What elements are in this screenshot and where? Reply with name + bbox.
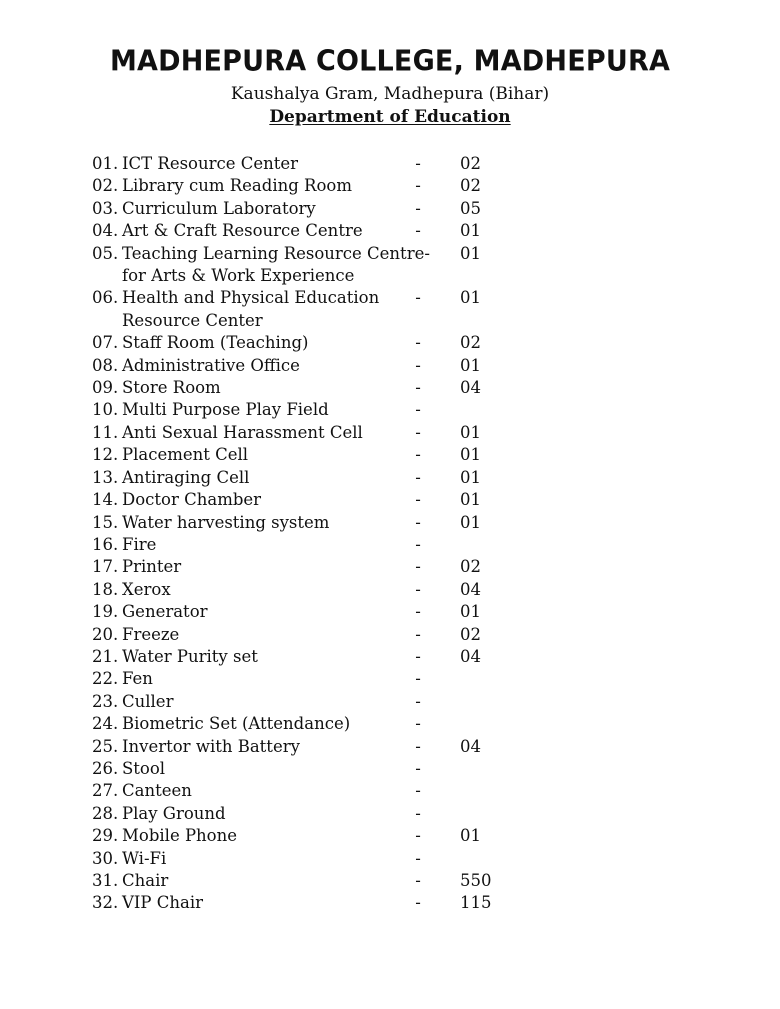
list-item — [92, 512, 692, 534]
list-item — [92, 467, 692, 489]
item-separator: - — [415, 669, 421, 689]
list-item — [92, 624, 692, 646]
item-number: 20. — [92, 624, 119, 644]
item-label-line: Fire — [122, 534, 157, 554]
item-number: 32. — [92, 893, 119, 913]
item-separator: - — [415, 445, 421, 465]
item-separator: - — [415, 557, 421, 577]
item-number: 13. — [92, 467, 119, 487]
item-label — [122, 870, 422, 892]
list-item — [92, 556, 692, 578]
item-quantity: 115 — [460, 893, 492, 913]
item-number: 15. — [92, 512, 119, 532]
item-label-line: Play Ground — [122, 803, 226, 823]
list-item — [92, 332, 692, 354]
item-separator: - — [415, 803, 421, 823]
item-number: 07. — [92, 333, 119, 353]
list-item — [92, 579, 692, 601]
item-label — [122, 243, 430, 288]
item-number: 11. — [92, 422, 119, 442]
item-number: 30. — [92, 848, 119, 868]
item-number: 02. — [92, 176, 119, 196]
item-label-line: Culler — [122, 691, 174, 711]
list-item — [92, 220, 692, 242]
item-label-line: Staff Room (Teaching) — [122, 333, 309, 353]
item-label — [122, 736, 422, 758]
item-label — [122, 422, 422, 444]
item-separator: - — [415, 691, 421, 711]
list-item — [92, 153, 692, 175]
item-label-line: Curriculum Laboratory — [122, 198, 316, 218]
item-number: 12. — [92, 445, 119, 465]
item-quantity: 02 — [460, 154, 481, 173]
item-separator: - — [415, 333, 421, 353]
item-quantity: 01 — [460, 512, 481, 532]
item-separator: - — [415, 400, 421, 420]
item-label-line: Multi Purpose Play Field — [122, 400, 329, 420]
list-item — [92, 780, 692, 802]
item-separator: - — [415, 871, 421, 890]
item-separator: - — [415, 467, 421, 487]
item-label — [122, 892, 422, 914]
item-label — [122, 825, 422, 847]
item-label-line: Antiraging Cell — [122, 467, 250, 487]
item-number: 06. — [92, 288, 119, 308]
item-quantity: 04 — [460, 736, 481, 756]
item-label — [122, 332, 422, 354]
item-label-line: Store Room — [122, 378, 221, 398]
item-number: 25. — [92, 736, 119, 756]
item-label — [122, 624, 422, 646]
item-quantity: 01 — [460, 422, 481, 442]
item-separator: - — [415, 893, 421, 913]
item-quantity: 01 — [460, 467, 481, 487]
list-item — [92, 713, 692, 735]
item-number: 09. — [92, 378, 119, 398]
list-item — [92, 355, 692, 377]
item-label — [122, 848, 422, 870]
item-label — [122, 489, 422, 511]
item-label — [122, 668, 422, 690]
list-item — [92, 736, 692, 758]
item-quantity: 01 — [460, 602, 481, 622]
list-item — [92, 489, 692, 511]
item-separator: - — [415, 736, 421, 756]
department-label: Department of Education — [269, 107, 511, 127]
item-number: 08. — [92, 355, 119, 375]
list-item — [92, 287, 692, 332]
item-separator: - — [415, 288, 421, 308]
list-item — [92, 243, 692, 288]
item-label — [122, 220, 422, 242]
item-label — [122, 355, 422, 377]
item-quantity: 01 — [460, 355, 481, 375]
item-label-line: Anti Sexual Harassment Cell — [122, 422, 363, 442]
item-quantity: 550 — [460, 871, 492, 890]
item-number: 31. — [92, 871, 119, 890]
college-address: Kaushalya Gram, Madhepura (Bihar) — [230, 84, 550, 104]
item-label-line: Chair — [122, 871, 169, 890]
item-quantity: 04 — [460, 378, 481, 398]
item-label — [122, 780, 422, 802]
list-item — [92, 758, 692, 780]
list-item — [92, 825, 692, 847]
item-label-line: Invertor with Battery — [122, 736, 300, 756]
list-item — [92, 444, 692, 466]
item-label — [122, 646, 422, 668]
list-item — [92, 377, 692, 399]
list-item — [92, 646, 692, 668]
item-number: 16. — [92, 534, 119, 554]
list-item — [92, 668, 692, 690]
item-separator: - — [415, 646, 421, 666]
item-quantity: 02 — [460, 557, 481, 577]
item-separator: - — [415, 198, 421, 218]
item-quantity: 01 — [460, 490, 481, 510]
item-label — [122, 175, 422, 197]
facility-list — [92, 153, 692, 915]
item-label — [122, 534, 422, 556]
item-label-line: Stool — [122, 758, 166, 778]
item-label-line: Canteen — [122, 781, 192, 801]
item-separator: - — [415, 176, 421, 196]
item-label — [122, 287, 422, 332]
list-item — [92, 870, 692, 892]
item-number: 01. — [92, 154, 119, 173]
item-number: 04. — [92, 221, 119, 241]
item-quantity: 01 — [460, 221, 481, 241]
list-item — [92, 848, 692, 870]
item-label — [122, 444, 422, 466]
item-number: 24. — [92, 714, 119, 734]
item-label-line: Fen — [122, 669, 153, 689]
item-label — [122, 399, 422, 421]
list-item — [92, 175, 692, 197]
list-item — [92, 198, 692, 220]
item-label-line: Generator — [122, 602, 208, 622]
item-label-line: Health and Physical Education — [122, 288, 380, 308]
item-separator: - — [415, 579, 421, 599]
list-item — [92, 892, 692, 914]
item-quantity: 05 — [460, 198, 481, 218]
item-label-line: Art & Craft Resource Centre — [122, 221, 363, 241]
item-label-line: Biometric Set (Attendance) — [122, 714, 351, 734]
item-separator: - — [415, 624, 421, 644]
item-separator: - — [415, 826, 421, 846]
item-number: 23. — [92, 691, 119, 711]
item-number: 18. — [92, 579, 119, 599]
item-separator: - — [415, 378, 421, 398]
department-heading — [0, 107, 780, 127]
item-separator: - — [415, 490, 421, 510]
item-label-line: Teaching Learning Resource Centre- — [122, 243, 430, 263]
item-quantity: 01 — [460, 243, 481, 263]
item-label — [122, 601, 422, 623]
college-title: MADHEPURA COLLEGE, MADHEPURA — [109, 45, 671, 78]
item-label-line: for Arts & Work Experience — [122, 266, 355, 286]
item-number: 19. — [92, 602, 119, 622]
item-separator: - — [415, 781, 421, 801]
item-label-line: Water harvesting system — [122, 512, 330, 532]
item-label — [122, 512, 422, 534]
item-label — [122, 556, 422, 578]
item-label-line: Administrative Office — [122, 355, 300, 375]
item-label-line: Water Purity set — [122, 646, 258, 666]
item-label-line: Doctor Chamber — [122, 490, 262, 510]
item-quantity: 04 — [460, 579, 481, 599]
item-separator: - — [415, 602, 421, 622]
item-number: 21. — [92, 646, 119, 666]
item-label-line: Xerox — [122, 579, 171, 599]
item-quantity: 02 — [460, 624, 481, 644]
item-label-line: VIP Chair — [122, 893, 204, 913]
item-label — [122, 758, 422, 780]
item-number: 10. — [92, 400, 119, 420]
item-number: 14. — [92, 490, 119, 510]
item-quantity: 01 — [460, 288, 481, 308]
item-quantity: 02 — [460, 333, 481, 353]
item-number: 28. — [92, 803, 119, 823]
list-item — [92, 601, 692, 623]
item-separator: - — [415, 154, 421, 173]
item-separator: - — [415, 848, 421, 868]
item-label-line: ICT Resource Center — [122, 154, 299, 173]
item-label — [122, 377, 422, 399]
item-label — [122, 153, 422, 175]
item-separator: - — [415, 714, 421, 734]
item-label — [122, 579, 422, 601]
item-quantity: 04 — [460, 646, 481, 666]
item-quantity: 02 — [460, 176, 481, 196]
item-number: 29. — [92, 826, 119, 846]
item-label-line: Printer — [122, 557, 182, 577]
item-separator: - — [415, 221, 421, 241]
item-number: 22. — [92, 669, 119, 689]
list-item — [92, 534, 692, 556]
item-label — [122, 691, 422, 713]
item-number: 26. — [92, 758, 119, 778]
item-number: 17. — [92, 557, 119, 577]
item-label-line: Mobile Phone — [122, 826, 238, 846]
item-quantity: 01 — [460, 445, 481, 465]
item-label — [122, 713, 422, 735]
list-item — [92, 422, 692, 444]
item-label-line: Freeze — [122, 624, 180, 644]
item-quantity: 01 — [460, 826, 481, 846]
item-separator: - — [415, 422, 421, 442]
item-label-line: Placement Cell — [122, 445, 249, 465]
item-separator: - — [415, 534, 421, 554]
item-label-line: Resource Center — [122, 310, 263, 330]
item-label — [122, 467, 422, 489]
item-separator: - — [415, 355, 421, 375]
list-item — [92, 803, 692, 825]
list-item — [92, 399, 692, 421]
item-separator: - — [415, 512, 421, 532]
item-label-line: Library cum Reading Room — [122, 176, 352, 196]
item-label — [122, 198, 422, 220]
list-item — [92, 691, 692, 713]
item-label — [122, 803, 422, 825]
item-number: 03. — [92, 198, 119, 218]
item-number: 27. — [92, 781, 119, 801]
item-number: 05. — [92, 243, 119, 263]
item-separator: - — [415, 758, 421, 778]
item-label-line: Wi-Fi — [122, 848, 167, 868]
